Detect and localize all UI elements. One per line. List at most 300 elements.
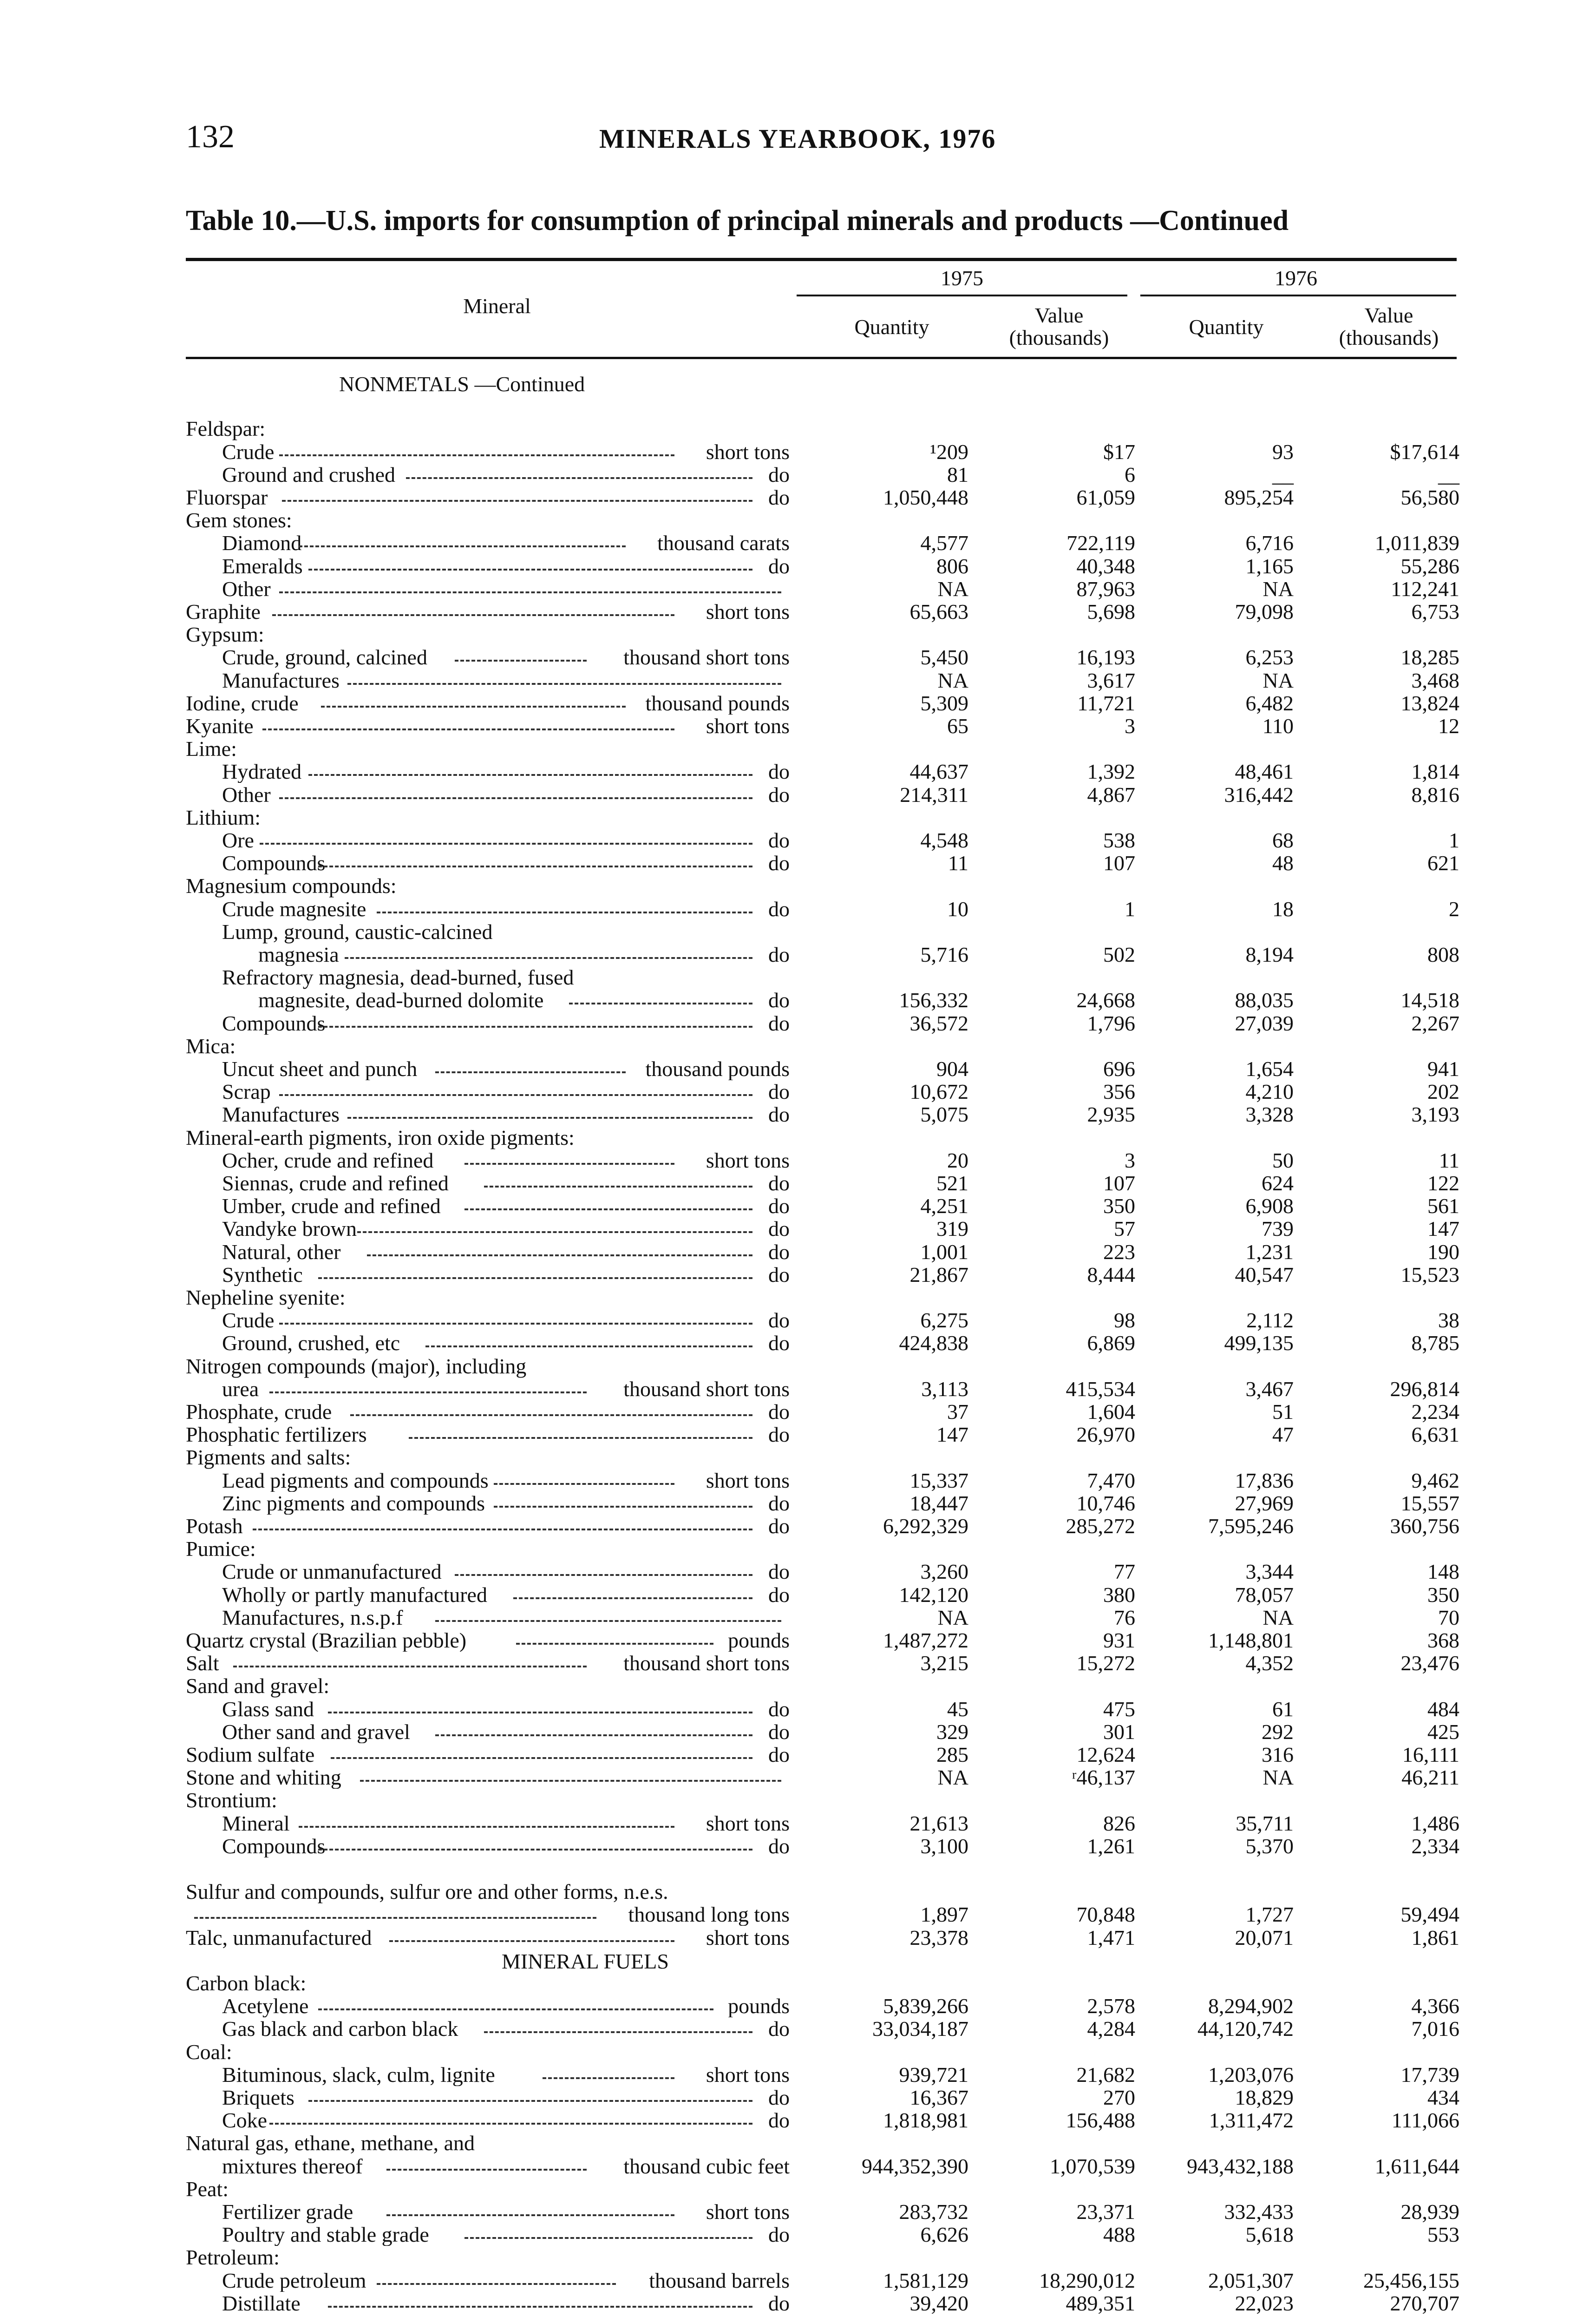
unit-label: do	[768, 1194, 790, 1217]
value-1976-cell: 2	[1449, 897, 1459, 921]
unit-label: do	[768, 1560, 790, 1583]
quantity-1976-cell: 8,294,902	[1208, 1994, 1294, 2018]
table-row	[0, 2017, 1596, 2040]
value-1975-cell: 107	[1103, 1171, 1135, 1195]
table-row	[0, 1080, 1596, 1103]
row-label-cell	[186, 943, 790, 966]
table-row	[0, 943, 1596, 966]
mineral-name: Refractory magnesia, dead-burned, fused	[222, 965, 574, 989]
quantity-1975-cell: 3,113	[921, 1377, 968, 1401]
unit-label: do	[768, 486, 790, 509]
row-label-cell	[186, 1743, 790, 1766]
quantity-1976-cell: 27,039	[1235, 1011, 1294, 1035]
table-row	[0, 2292, 1596, 2315]
value-1975-cell: 61,059	[1076, 486, 1135, 509]
leader-dots	[318, 866, 752, 867]
value-1975-cell: 77	[1114, 1560, 1135, 1583]
quantity-1975-cell: 283,732	[899, 2200, 968, 2224]
value-1975-cell: 3	[1125, 1148, 1135, 1172]
value-1976-cell: 111,066	[1391, 2108, 1459, 2132]
mineral-name: Sulfur and compounds, sulfur ore and other forms, n.e.s.	[186, 1880, 668, 1903]
value-1975-cell: 26,970	[1076, 1423, 1135, 1446]
value-1975-cell: 1,261	[1087, 1834, 1135, 1858]
value-1976-cell: 1,814	[1411, 760, 1459, 783]
quantity-1976-cell: 48	[1272, 851, 1294, 875]
row-label-cell	[186, 2178, 790, 2200]
mineral-name: Bituminous, slack, culm, lignite	[222, 2063, 495, 2086]
leader-dots	[484, 1186, 752, 1188]
row-label-cell	[186, 1035, 790, 1057]
mineral-name: Manufactures	[222, 669, 340, 692]
value-1975-cell: 6,869	[1087, 1331, 1135, 1355]
mineral-name: Coke	[222, 2109, 268, 2132]
quantity-1975-cell: 23,378	[909, 1926, 968, 1949]
value-1975-cell: 15,272	[1076, 1651, 1135, 1675]
row-label-cell	[186, 2041, 790, 2063]
quantity-1976-cell: 44,120,742	[1197, 2017, 1294, 2041]
unit-label: pounds	[728, 1629, 790, 1652]
group-heading-row	[0, 966, 1596, 989]
unit-label: do	[768, 1240, 790, 1263]
table-row	[0, 486, 1596, 509]
table-title: Table 10.—U.S. imports for consumption of principal minerals and products —Continued	[186, 205, 1289, 236]
unit-label: do	[768, 760, 790, 783]
unit-label: do	[768, 2109, 790, 2132]
quantity-1976-cell: 3,467	[1245, 1377, 1294, 1401]
leader-dots	[269, 2123, 752, 2125]
table-row	[0, 1012, 1596, 1035]
value-1975-cell: 415,534	[1066, 1377, 1135, 1401]
quantity-1975-cell: 424,838	[899, 1331, 968, 1355]
table-row	[0, 1720, 1596, 1743]
quantity-1975-cell: 3,100	[920, 1834, 968, 1858]
row-label-cell	[186, 1309, 790, 1332]
quantity-1975-cell: 3,215	[920, 1651, 968, 1675]
quantity-1975-cell: 33,034,187	[872, 2017, 968, 2041]
table-row	[0, 1515, 1596, 1537]
mineral-name: Scrap	[222, 1080, 271, 1103]
unit-label: thousand pounds	[645, 692, 790, 715]
value-1975-cell: 475	[1103, 1697, 1135, 1721]
unit-label: do	[768, 1080, 790, 1103]
mineral-name: Fertilizer grade	[222, 2200, 353, 2223]
leader-dots	[262, 728, 674, 730]
row-label-cell	[186, 1515, 790, 1537]
row-label-cell	[186, 1652, 790, 1674]
table-row	[0, 2269, 1596, 2292]
row-label-cell	[186, 966, 790, 989]
unit-label: pounds	[728, 1995, 790, 2017]
section-heading: NONMETALS —Continued	[339, 372, 585, 396]
quantity-1975-cell: 4,548	[920, 828, 968, 852]
leader-dots	[543, 2077, 674, 2079]
value-1976-cell: 46,211	[1401, 1765, 1459, 1789]
row-label-cell	[186, 1355, 790, 1378]
mineral-name: Sodium sulfate	[186, 1743, 315, 1766]
unit-label: do	[768, 1743, 790, 1766]
table-row	[0, 989, 1596, 1011]
mineral-name: Lead pigments and compounds	[222, 1469, 489, 1492]
value-1975-cell: 301	[1103, 1720, 1135, 1744]
table-row	[0, 1149, 1596, 1172]
row-label-cell	[186, 1812, 790, 1835]
mineral-name: Briquets	[222, 2086, 294, 2109]
leader-dots	[357, 1231, 752, 1233]
table-row	[0, 646, 1596, 669]
quantity-1975-cell: 5,450	[920, 645, 968, 669]
table-row	[0, 1423, 1596, 1446]
quantity-1976-cell: 18,829	[1235, 2086, 1294, 2109]
quantity-1976-cell: 1,165	[1245, 554, 1294, 578]
row-label-cell	[186, 2200, 790, 2223]
quantity-1976-cell: 6,716	[1245, 531, 1294, 555]
quantity-1976-cell: 8,194	[1245, 943, 1294, 966]
col-header-value-1975	[971, 304, 1147, 349]
group-heading-row	[0, 417, 1596, 440]
quantity-1976-cell: 3,344	[1245, 1560, 1294, 1583]
group-heading-row	[0, 806, 1596, 829]
table-row	[0, 783, 1596, 806]
row-label-cell	[186, 1126, 790, 1149]
table-row	[0, 1903, 1596, 1926]
leader-dots	[331, 1757, 752, 1759]
mineral-name: Carbon black:	[186, 1971, 307, 1995]
row-label-cell	[186, 2086, 790, 2109]
mineral-name: Nitrogen compounds (major), including	[186, 1354, 527, 1378]
row-label-cell	[186, 920, 790, 943]
value-1976-cell: 561	[1427, 1194, 1459, 1218]
mineral-name: Lime:	[186, 737, 237, 761]
value-1975-cell: 16,193	[1076, 645, 1135, 669]
value-1975-cell: 10,746	[1076, 1491, 1135, 1515]
quantity-1975-cell: 45	[947, 1697, 968, 1721]
value-1976-cell: 15,523	[1400, 1263, 1459, 1286]
value-1976-cell: 190	[1427, 1240, 1459, 1264]
quantity-1976-cell: 18	[1272, 897, 1294, 921]
row-label-cell	[186, 2063, 790, 2086]
quantity-1976-cell: 1,203,076	[1208, 2063, 1294, 2087]
unit-label: do	[768, 2086, 790, 2109]
group-heading-row	[0, 1880, 1596, 1903]
unit-label: do	[768, 1720, 790, 1743]
group-heading-row	[0, 1789, 1596, 1811]
mineral-name: Umber, crude and refined	[222, 1194, 441, 1217]
quantity-1976-cell: 47	[1272, 1423, 1294, 1446]
quantity-1975-cell: 21,613	[909, 1811, 968, 1835]
row-label-cell	[186, 2017, 790, 2040]
quantity-1976-cell: 1,311,472	[1209, 2108, 1294, 2132]
row-label-cell	[186, 874, 790, 897]
leader-dots	[318, 1849, 752, 1851]
table-row	[0, 2223, 1596, 2246]
table-row	[0, 1606, 1596, 1629]
row-label-cell	[186, 1606, 790, 1629]
row-label-cell	[186, 440, 790, 463]
value-label: Value	[1364, 303, 1413, 327]
unit-label: do	[768, 783, 790, 806]
group-heading-row	[0, 623, 1596, 646]
mineral-name: Coal:	[186, 2040, 232, 2064]
table-row	[0, 1332, 1596, 1354]
value-1975-cell: 285,272	[1066, 1514, 1135, 1538]
quantity-1976-cell: 316	[1262, 1743, 1294, 1766]
row-label-cell	[186, 852, 790, 874]
value-1976-cell: 6,753	[1411, 600, 1459, 623]
unit-label: do	[768, 1492, 790, 1515]
quantity-1975-cell: 1,487,272	[883, 1628, 968, 1652]
value-1976-cell: __	[1438, 463, 1459, 486]
group-heading-row	[0, 1446, 1596, 1469]
value-1976-cell: 147	[1427, 1217, 1459, 1240]
mineral-name: Gem stones:	[186, 508, 292, 532]
quantity-1975-cell: 18,447	[909, 1491, 968, 1515]
mineral-name: Sand and gravel:	[186, 1674, 330, 1698]
value-1975-cell: 18,290,012	[1039, 2269, 1135, 2292]
value-1975-cell: 23,371	[1076, 2200, 1135, 2224]
unit-label: do	[768, 2292, 790, 2315]
leader-dots	[279, 591, 781, 593]
quantity-1975-cell: 5,716	[920, 943, 968, 966]
value-1976-cell: 38	[1438, 1308, 1459, 1332]
leader-dots	[464, 2237, 752, 2239]
mineral-name: Wholly or partly manufactured	[222, 1583, 487, 1606]
value-1976-cell: 202	[1427, 1080, 1459, 1103]
unit-label: do	[768, 1515, 790, 1537]
value-1975-cell: 538	[1103, 828, 1135, 852]
group-heading-row	[0, 1537, 1596, 1560]
year-1976-rule	[1140, 295, 1456, 296]
leader-dots	[516, 1643, 713, 1645]
mineral-name: Crude	[222, 440, 275, 463]
quantity-1975-cell: 36,572	[909, 1011, 968, 1035]
row-label-cell	[186, 600, 790, 623]
row-label-cell	[186, 1012, 790, 1035]
mineral-name: Mineral	[222, 1812, 290, 1835]
unit-label: do	[768, 1583, 790, 1606]
row-label-cell	[186, 1789, 790, 1811]
leader-dots	[347, 1117, 752, 1119]
mineral-name: Crude, ground, calcined	[222, 646, 427, 669]
leader-dots	[321, 706, 626, 708]
quantity-1975-cell: 10,672	[909, 1080, 968, 1103]
table-row	[0, 463, 1596, 486]
table-row	[0, 898, 1596, 920]
quantity-1976-cell: 61	[1272, 1697, 1294, 1721]
value-1975-cell: 1,796	[1087, 1011, 1135, 1035]
leader-dots	[484, 2031, 752, 2033]
row-label-cell	[186, 1698, 790, 1720]
mineral-name: Compounds	[222, 852, 326, 874]
leader-dots	[435, 1620, 781, 1622]
quantity-1975-cell: 1,897	[920, 1903, 968, 1926]
value-1976-cell: 350	[1427, 1583, 1459, 1607]
table-row	[0, 2200, 1596, 2223]
mineral-name: Potash	[186, 1515, 243, 1537]
unit-label: do	[768, 1835, 790, 1857]
mineral-name: Vandyke brown	[222, 1217, 357, 1240]
mineral-name: Zinc pigments and compounds	[222, 1492, 485, 1515]
table-row	[0, 1835, 1596, 1857]
table-row	[0, 1698, 1596, 1720]
leader-dots	[328, 1712, 752, 1713]
unit-label: do	[768, 555, 790, 577]
row-label-cell	[186, 1583, 790, 1606]
quantity-1976-cell: 20,071	[1235, 1926, 1294, 1949]
row-label-cell	[186, 623, 790, 646]
quantity-1976-cell: 48,461	[1235, 760, 1294, 783]
quantity-1975-cell: 329	[936, 1720, 968, 1744]
table-row	[0, 2155, 1596, 2178]
table-row	[0, 1583, 1596, 1606]
row-label-cell	[186, 692, 790, 715]
value-1976-cell: 425	[1427, 1720, 1459, 1744]
quantity-1975-cell: 11	[948, 851, 968, 875]
mineral-name: mixtures thereof	[222, 2155, 363, 2178]
quantity-1975-cell: 142,120	[899, 1583, 968, 1607]
unit-label: short tons	[706, 2200, 790, 2223]
mineral-name: Compounds	[222, 1835, 326, 1857]
mineral-name: Uncut sheet and punch	[222, 1057, 418, 1080]
table-row	[0, 692, 1596, 715]
unit-label: short tons	[706, 440, 790, 463]
mineral-name: Siennas, crude and refined	[222, 1172, 449, 1194]
unit-label: do	[768, 1103, 790, 1126]
quantity-1976-cell: 2,112	[1246, 1308, 1294, 1332]
row-label-cell	[186, 1194, 790, 1217]
quantity-1975-cell: 10	[947, 897, 968, 921]
value-1975-cell: 6	[1125, 463, 1135, 486]
row-label-cell	[186, 1972, 790, 1995]
unit-label: do	[768, 2223, 790, 2246]
quantity-1976-cell: 22,023	[1235, 2291, 1294, 2315]
mineral-name: Kyanite	[186, 715, 254, 737]
value-1976-cell: 553	[1427, 2223, 1459, 2246]
row-label-cell	[186, 989, 790, 1011]
value-1976-cell: 6,631	[1411, 1423, 1459, 1446]
quantity-1975-cell: 3,260	[920, 1560, 968, 1583]
quantity-1976-cell: 2,051,307	[1208, 2269, 1294, 2292]
table-row	[0, 1378, 1596, 1400]
table-row	[0, 1240, 1596, 1263]
row-label-cell	[186, 1674, 790, 1697]
quantity-1975-cell: 5,839,266	[883, 1994, 968, 2018]
row-label-cell	[186, 1766, 790, 1789]
quantity-1976-cell: 316,442	[1224, 783, 1294, 807]
group-heading-row	[0, 874, 1596, 897]
mineral-name: Acetylene	[222, 1995, 309, 2017]
section-heading: MINERAL FUELS	[502, 1949, 669, 1973]
mineral-name: Crude	[222, 1309, 275, 1332]
leader-dots	[299, 1826, 674, 1828]
value-1975-cell: 696	[1103, 1057, 1135, 1081]
page-number: 132	[186, 119, 235, 155]
group-heading-row	[0, 2246, 1596, 2269]
group-heading-row	[0, 1126, 1596, 1149]
leader-dots	[233, 1666, 587, 1667]
table-row	[0, 1172, 1596, 1194]
value-1976-cell: 28,939	[1400, 2200, 1459, 2224]
quantity-1976-cell: NA	[1262, 577, 1294, 601]
group-heading-row	[0, 1355, 1596, 1378]
mineral-name: Lithium:	[186, 806, 261, 829]
row-label-cell	[186, 1492, 790, 1515]
quantity-1975-cell: 1,581,129	[883, 2269, 968, 2292]
quantity-1975-cell: 1,050,448	[883, 486, 968, 509]
group-heading-row	[0, 920, 1596, 943]
value-1975-cell: $17	[1103, 440, 1135, 464]
value-1975-cell: 21,682	[1076, 2063, 1135, 2087]
value-1975-cell: 1,604	[1087, 1400, 1135, 1424]
quantity-1976-cell: 943,432,188	[1187, 2154, 1294, 2178]
row-label-cell	[186, 1423, 790, 1446]
mineral-name: magnesite, dead-burned dolomite	[258, 989, 544, 1011]
row-label-cell	[186, 646, 790, 669]
value-1975-cell: 5,698	[1087, 600, 1135, 623]
unit-label: do	[768, 898, 790, 920]
row-label-cell	[186, 532, 790, 554]
quantity-1975-cell: 6,292,329	[883, 1514, 968, 1538]
value-1976-cell: 4,366	[1411, 1994, 1459, 2018]
row-label-cell	[186, 1560, 790, 1583]
mineral-name: urea	[222, 1378, 259, 1400]
unit-label: short tons	[706, 1469, 790, 1492]
mineral-name: Diamond	[222, 532, 302, 554]
row-label-cell	[186, 463, 790, 486]
row-label-cell	[186, 1080, 790, 1103]
quantity-1975-cell: 5,309	[920, 691, 968, 715]
quantity-1976-cell: 332,433	[1224, 2200, 1294, 2224]
value-1976-cell: 23,476	[1400, 1651, 1459, 1675]
row-label-cell	[186, 2155, 790, 2178]
table-row	[0, 1469, 1596, 1492]
row-label-cell	[186, 715, 790, 737]
value-1976-cell: 1,011,839	[1374, 531, 1459, 555]
mineral-name: Petroleum:	[186, 2245, 280, 2269]
quantity-1975-cell: 4,251	[920, 1194, 968, 1218]
value-1976-cell: 7,016	[1411, 2017, 1459, 2041]
value-1975-cell: 98	[1114, 1308, 1135, 1332]
row-label-cell	[186, 1446, 790, 1469]
leader-dots	[435, 1071, 626, 1073]
value-1975-cell: 7,470	[1087, 1469, 1135, 1492]
value-1976-cell: 808	[1427, 943, 1459, 966]
row-label-cell	[186, 2246, 790, 2269]
quantity-1975-cell: 65,663	[909, 600, 968, 623]
unit-label: do	[768, 1332, 790, 1354]
unit-label: do	[768, 1698, 790, 1720]
row-label-cell	[186, 1880, 790, 1903]
quantity-1975-cell: NA	[937, 669, 968, 692]
value-1976-cell: 2,267	[1411, 1011, 1459, 1035]
mineral-name: Fluorspar	[186, 486, 268, 509]
quantity-1976-cell: 93	[1272, 440, 1294, 464]
unit-label: do	[768, 829, 790, 852]
table-row	[0, 1400, 1596, 1423]
value-1975-cell: ʳ46,137	[1072, 1765, 1135, 1789]
header-bottom-rule	[186, 357, 1457, 359]
quantity-1976-cell: NA	[1262, 669, 1294, 692]
mineral-name: Phosphatic fertilizers	[186, 1423, 367, 1446]
mineral-name: Graphite	[186, 600, 261, 623]
leader-dots	[350, 1414, 752, 1416]
mineral-name: Natural, other	[222, 1240, 341, 1263]
quantity-1976-cell: 79,098	[1235, 600, 1294, 623]
unit-label: do	[768, 1217, 790, 1240]
table-row	[0, 1766, 1596, 1789]
leader-dots	[328, 2306, 752, 2308]
table-row	[0, 2063, 1596, 2086]
leader-dots	[279, 1094, 752, 1096]
